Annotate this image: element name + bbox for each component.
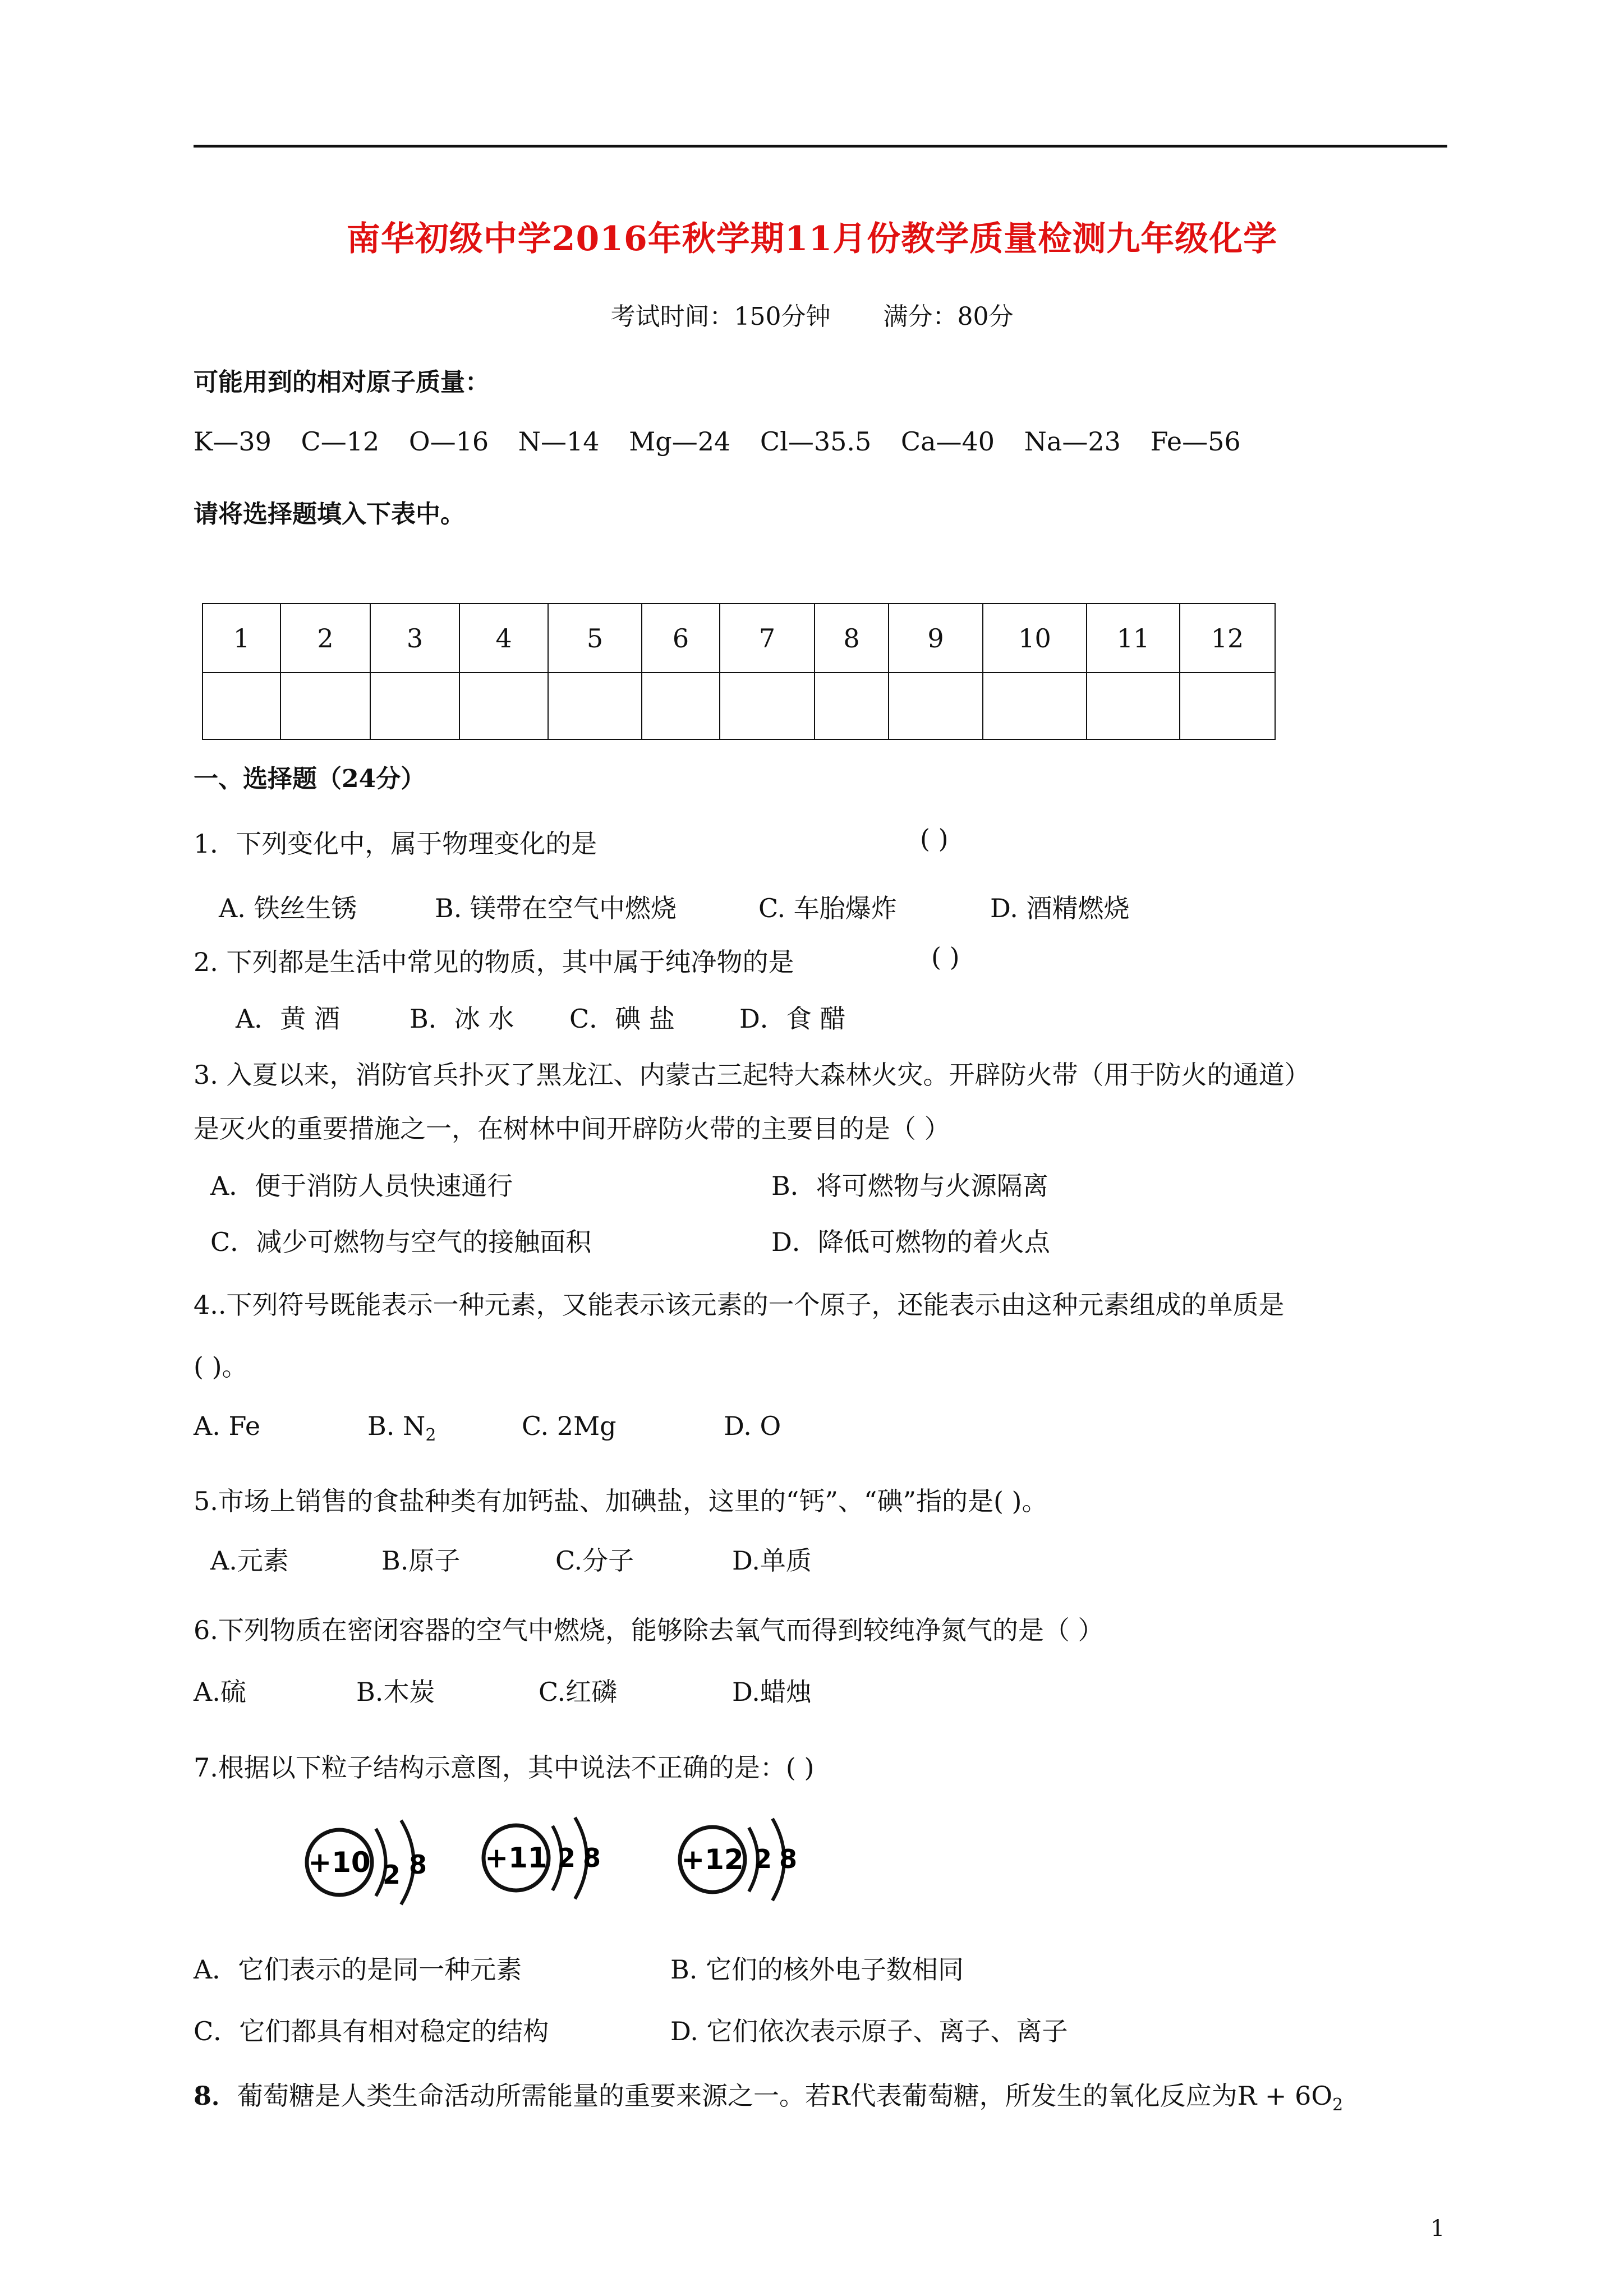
mass-item: O—16	[408, 426, 489, 457]
question-4-stem-line2: ( )。	[194, 1351, 248, 1382]
question-7-option-a: A．它们表示的是同一种元素	[194, 1954, 522, 1985]
answer-header-cell: 10	[983, 604, 1087, 673]
section-heading: 一、选择题（24分）	[194, 765, 426, 793]
question-5-option-a: A.元素	[210, 1545, 289, 1576]
question-2-option-a: A．黄 酒	[236, 1004, 340, 1034]
shell-2-electrons: 8	[408, 1849, 427, 1880]
answer-cell[interactable]	[642, 673, 720, 739]
question-4-option-a: A. Fe	[194, 1411, 261, 1441]
mass-item: Mg—24	[629, 426, 731, 457]
nucleus-charge: +12	[681, 1843, 744, 1876]
answer-cell[interactable]	[1180, 673, 1275, 739]
question-4-option-d: D. O	[724, 1411, 781, 1441]
answer-cell[interactable]	[280, 673, 370, 739]
question-2-option-d: D．食 醋	[739, 1004, 846, 1034]
question-7-option-c: C．它们都具有相对稳定的结构	[194, 2016, 549, 2046]
answer-table-header-row	[203, 604, 1275, 673]
atom-diagram-1	[292, 1812, 449, 1913]
subscript: 2	[1332, 2095, 1344, 2115]
answer-cell[interactable]	[815, 673, 889, 739]
question-3-stem-line1: 3. 入夏以来，消防官兵扑灭了黑龙江、内蒙古三起特大森林火灾。开辟防火带（用于防火的通道）	[194, 1060, 1310, 1090]
question-6-option-c: C.红磷	[539, 1677, 618, 1707]
answer-header-cell: 6	[642, 604, 720, 673]
question-1-option-b: B. 镁带在空气中燃烧	[435, 893, 677, 923]
exam-time: 考试时间：150分钟	[610, 302, 831, 331]
question-4-stem-line1: 4..下列符号既能表示一种元素，又能表示该元素的一个原子，还能表示由这种元素组成的单质是	[194, 1290, 1285, 1320]
question-7-option-b: B. 它们的核外电子数相同	[670, 1954, 964, 1985]
question-3-option-d: D．降低可燃物的着火点	[771, 1227, 1050, 1257]
answer-cell[interactable]	[548, 673, 642, 739]
answer-header-cell: 1	[203, 604, 280, 673]
question-4-option-b	[367, 1411, 436, 1445]
question-2-option-b: B．冰 水	[410, 1004, 514, 1034]
question-7-stem: 7.根据以下粒子结构示意图，其中说法不正确的是：( )	[194, 1752, 815, 1783]
answer-cell[interactable]	[459, 673, 548, 739]
answer-cell[interactable]	[370, 673, 459, 739]
subscript: 2	[425, 1425, 436, 1445]
answer-header-cell: 4	[459, 604, 548, 673]
question-3-option-a: A．便于消防人员快速通行	[210, 1171, 513, 1201]
answer-header-cell: 7	[720, 604, 815, 673]
nucleus-charge: +10	[308, 1846, 371, 1879]
answer-cell[interactable]	[1087, 673, 1180, 739]
relative-masses-label: 可能用到的相对原子质量：	[194, 368, 490, 397]
shell-2-electrons: 8	[779, 1844, 798, 1874]
shell-1-electrons: 2	[557, 1843, 576, 1873]
question-3-option-c: C．减少可燃物与空气的接触面积	[210, 1227, 592, 1257]
exam-info	[0, 296, 1624, 332]
full-score: 满分：80分	[883, 302, 1014, 331]
question-1-stem: 1．下列变化中，属于物理变化的是	[194, 829, 597, 859]
question-5-stem: 5.市场上销售的食盐种类有加钙盐、加碘盐，这里的“钙”、“碘”指的是( )。	[194, 1486, 1048, 1516]
mass-item: N—14	[518, 426, 600, 457]
question-4-option-c: C. 2Mg	[522, 1411, 617, 1441]
question-3-stem-line2: 是灭火的重要措施之一，在树林中间开辟防火带的主要目的是（ ）	[194, 1114, 950, 1144]
question-4-option-b-text: B. N	[367, 1411, 426, 1441]
question-1-option-c: C. 车胎爆炸	[758, 893, 897, 923]
answer-table	[202, 603, 1276, 740]
question-1-option-a: A. 铁丝生锈	[219, 893, 357, 923]
atom-diagram-2	[468, 1812, 625, 1913]
question-5-option-b: B.原子	[381, 1545, 461, 1576]
relative-masses-list	[194, 426, 1262, 457]
table-instruction: 请将选择题填入下表中。	[194, 500, 465, 528]
answer-header-cell: 2	[280, 604, 370, 673]
answer-header-cell: 5	[548, 604, 642, 673]
answer-cell[interactable]	[203, 673, 280, 739]
question-2-option-c: C．碘 盐	[569, 1004, 675, 1034]
mass-item: Na—23	[1024, 426, 1121, 457]
answer-cell[interactable]	[889, 673, 983, 739]
nucleus-charge: +11	[485, 1842, 548, 1874]
mass-item: Cl—35.5	[760, 426, 872, 457]
mass-item: C—12	[301, 426, 380, 457]
header-rule	[194, 145, 1447, 148]
answer-table-input-row	[203, 673, 1275, 739]
answer-header-cell: 3	[370, 604, 459, 673]
question-1-option-d: D. 酒精燃烧	[990, 893, 1130, 923]
shell-1-electrons: 2	[753, 1844, 772, 1874]
answer-cell[interactable]	[720, 673, 815, 739]
question-6-option-b: B.木炭	[356, 1677, 435, 1707]
answer-header-cell: 8	[815, 604, 889, 673]
mass-item: Ca—40	[900, 426, 995, 457]
question-5-option-c: C.分子	[555, 1545, 634, 1576]
question-8-number: 8．	[194, 2081, 238, 2111]
shell-2-electrons: 8	[582, 1843, 601, 1873]
mass-item: K—39	[194, 426, 272, 457]
answer-header-cell: 11	[1087, 604, 1180, 673]
page-title: 南华初级中学2016年秋学期11月份教学质量检测九年级化学	[346, 219, 1278, 259]
question-3-option-b: B．将可燃物与火源隔离	[771, 1171, 1048, 1201]
atom-diagram-3	[665, 1812, 822, 1913]
question-2-answer-paren: ( )	[931, 942, 960, 972]
answer-cell[interactable]	[983, 673, 1087, 739]
mass-item: Fe—56	[1150, 426, 1241, 457]
question-7-option-d: D. 它们依次表示原子、离子、离子	[670, 2016, 1068, 2046]
question-8-text: 葡萄糖是人类生命活动所需能量的重要来源之一。若R代表葡萄糖，所发生的氧化反应为R + 6O	[237, 2081, 1333, 2111]
question-8-stem	[194, 2076, 1343, 2115]
shell-1-electrons: 2	[382, 1860, 401, 1890]
page-number: 1	[1430, 2216, 1445, 2242]
question-1-answer-paren: ( )	[920, 823, 949, 854]
answer-header-cell: 9	[889, 604, 983, 673]
question-6-stem: 6.下列物质在密闭容器的空气中燃烧，能够除去氧气而得到较纯净氮气的是（ ）	[194, 1615, 1104, 1645]
question-6-option-d: D.蜡烛	[732, 1677, 812, 1707]
question-5-option-d: D.单质	[732, 1545, 812, 1576]
answer-header-cell: 12	[1180, 604, 1275, 673]
question-2-stem: 2. 下列都是生活中常见的物质，其中属于纯净物的是	[194, 947, 794, 977]
question-6-option-a: A.硫	[194, 1677, 246, 1707]
